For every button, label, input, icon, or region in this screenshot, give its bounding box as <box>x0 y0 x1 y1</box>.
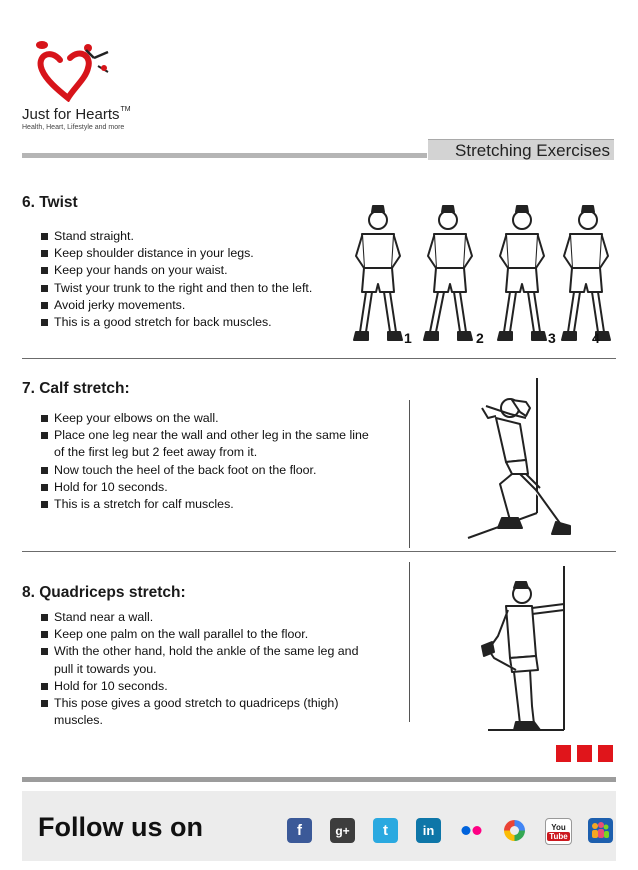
header-rule <box>22 153 427 158</box>
linkedin-icon[interactable]: in <box>416 818 441 843</box>
twitter-icon[interactable]: t <box>373 818 398 843</box>
list-item: of the first leg but 2 feet away from it. <box>54 445 258 460</box>
quadriceps-stretch-illustration <box>478 566 582 742</box>
calf-stretch-bullets <box>40 410 400 513</box>
list-item: With the other hand, hold the ankle of the same leg and <box>40 643 400 660</box>
list-item: Keep shoulder distance in your legs. <box>40 245 350 262</box>
figure-number-4: 4 <box>592 330 600 346</box>
facebook-icon[interactable]: f <box>287 818 312 843</box>
section-divider <box>22 358 616 359</box>
section-divider <box>22 551 616 552</box>
section-title-quadriceps-stretch: 8. Quadriceps stretch: <box>22 584 186 601</box>
figure-number-2: 2 <box>476 330 484 346</box>
twist-bullets <box>40 228 350 331</box>
list-item: Stand straight. <box>40 228 350 245</box>
picasa-wheel <box>502 818 527 843</box>
footer-rule <box>22 777 616 782</box>
decorative-flag <box>577 745 592 762</box>
figure-number-1: 1 <box>404 330 412 346</box>
column-separator <box>409 562 410 722</box>
youtube-tube: Tube <box>549 831 568 841</box>
flickr-icon[interactable] <box>459 818 484 843</box>
list-item: This pose gives a good stretch to quadriceps (thigh) <box>40 695 400 712</box>
decorative-flag <box>598 745 613 762</box>
column-separator <box>409 400 410 548</box>
google-plus-icon[interactable]: g+ <box>330 818 355 843</box>
list-item: Avoid jerky movements. <box>40 297 350 314</box>
list-item: This is a stretch for calf muscles. <box>40 496 400 513</box>
list-item: Hold for 10 seconds. <box>40 479 400 496</box>
follow-us-label: Follow us on <box>38 812 203 842</box>
myspace-icon[interactable] <box>588 818 613 843</box>
list-item: pull it towards you. <box>54 661 157 676</box>
list-item: Keep one palm on the wall parallel to the floor. <box>40 626 400 643</box>
section-title-twist: 6. Twist <box>22 194 78 211</box>
section-title-calf-stretch: 7. Calf stretch: <box>22 380 130 397</box>
list-item: muscles. <box>54 713 103 728</box>
brand-name: Just for Hearts™ <box>22 106 131 123</box>
calf-stretch-illustration <box>466 378 586 550</box>
list-item: Stand near a wall. <box>40 609 400 626</box>
figure-number-3: 3 <box>548 330 556 346</box>
list-item: Place one leg near the wall and other leg in the same line <box>40 427 400 444</box>
page-title: Stretching Exercises <box>428 139 614 160</box>
youtube-icon[interactable] <box>545 818 572 845</box>
youtube-you: You <box>551 822 566 832</box>
flickr-dots <box>459 818 484 843</box>
list-item: Keep your hands on your waist. <box>40 262 350 279</box>
list-item: This is a good stretch for back muscles. <box>40 314 350 331</box>
list-item: Keep your elbows on the wall. <box>40 410 400 427</box>
brand-tagline: Health, Heart, Lifestyle and more <box>22 124 125 131</box>
twist-illustration <box>340 204 620 350</box>
just-for-hearts-logo <box>28 38 112 102</box>
myspace-people <box>590 820 611 841</box>
list-item: Now touch the heel of the back foot on the floor. <box>40 462 400 479</box>
decorative-flag <box>556 745 571 762</box>
list-item: Hold for 10 seconds. <box>40 678 400 695</box>
quadriceps-stretch-bullets <box>40 609 400 729</box>
list-item: Twist your trunk to the right and then to the left. <box>40 280 350 297</box>
picasa-icon[interactable] <box>502 818 527 843</box>
